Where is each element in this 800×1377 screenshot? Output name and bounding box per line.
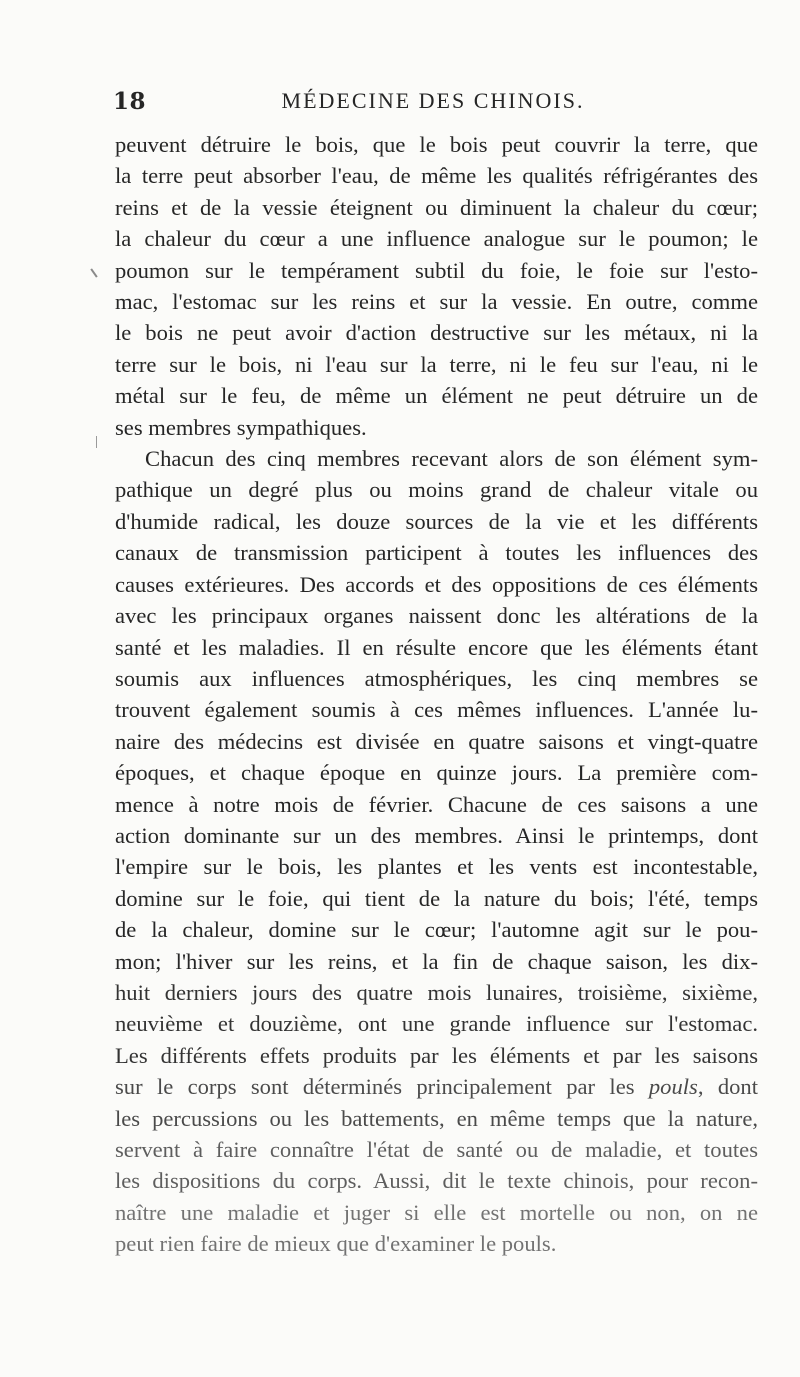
text-line: les dispositions du corps. Aussi, dit le texte chinois, pour recon- [115,1168,758,1194]
text-line: la terre peut absorber l'eau, de même les qualités réfrigérantes des [115,163,758,189]
text-line: pathique un degré plus ou moins grand de chaleur vitale ou [115,477,758,503]
text-line: ses membres sympathiques. [115,414,367,440]
text-line: causes extérieures. Des accords et des oppositions de ces éléments [115,571,758,597]
text-line: Chacun des cinq membres recevant alors de son élément sym- [145,446,758,472]
text-line: terre sur le bois, ni l'eau sur la terre, ni le feu sur l'eau, ni le [115,351,758,377]
text-line: les percussions ou les battements, en même temps que la nature, [115,1105,758,1131]
text-line: le bois ne peut avoir d'action destructive sur les métaux, ni la [115,320,758,346]
stray-mark [96,436,97,448]
text-line: peuvent détruire le bois, que le bois peut couvrir la terre, que [115,132,758,157]
text-line: époques, et chaque époque en quinze jours. La première com- [115,760,758,786]
text-line: neuvième et douzième, ont une grande influence sur l'estomac. [115,1011,758,1037]
text-line: poumon sur le tempérament subtil du foie, le foie sur l'esto- [115,257,758,283]
text-line: naire des médecins est divisée en quatre saisons et vingt-quatre [115,728,758,754]
italic-term: pouls [648,1074,698,1100]
text-line: canaux de transmission participent à toutes les influences des [115,540,758,566]
body-text [115,129,758,1260]
text-line: de la chaleur, domine sur le cœur; l'automne agit sur le pou- [115,917,758,943]
page-number: 18 [113,88,147,115]
page-header [113,88,753,122]
text-line: reins et de la vessie éteignent ou diminuent la chaleur du cœur; [115,194,758,220]
text-line: métal sur le feu, de même un élément ne peut détruire un de [115,383,758,409]
text-line: mon; l'hiver sur les reins, et la fin de chaque saison, les dix- [115,948,758,974]
text-line: mence à notre mois de février. Chacune de ces saisons a une [115,791,758,817]
text-line: naître une maladie et juger si elle est mortelle ou non, on ne [115,1199,758,1225]
running-title: MÉDECINE DES CHINOIS. [281,88,585,113]
text-line: d'humide radical, les douze sources de la vie et les différents [115,508,758,534]
text-line: avec les principaux organes naissent donc les altérations de la [115,603,758,629]
text-line: l'empire sur le bois, les plantes et les vents est incontestable, [115,854,758,880]
text-line: Les différents effets produits par les éléments et par les saisons [115,1042,758,1068]
text-line: domine sur le foie, qui tient de la nature du bois; l'été, temps [115,885,758,911]
text-line: action dominante sur un des membres. Ainsi le printemps, dont [115,822,758,848]
text-line: huit derniers jours des quatre mois lunaires, troisième, sixième, [115,979,758,1005]
text-line: servent à faire connaître l'état de santé ou de maladie, et toutes [115,1137,758,1162]
text-line: trouvent également soumis à ces mêmes influences. L'année lu- [115,697,758,723]
text-line: la chaleur du cœur a une influence analogue sur le poumon; le [115,226,758,252]
text-line-with-italic: sur le corps sont déterminés principalement par les pouls, dont [115,1074,758,1100]
text-line: santé et les maladies. Il en résulte encore que les éléments étant [115,634,758,660]
text-line: peut rien faire de mieux que d'examiner le pouls. [115,1231,557,1257]
stray-mark [90,268,97,277]
text-line: soumis aux influences atmosphériques, les cinq membres se [115,665,758,691]
text-line: mac, l'estomac sur les reins et sur la vessie. En outre, comme [115,289,758,315]
